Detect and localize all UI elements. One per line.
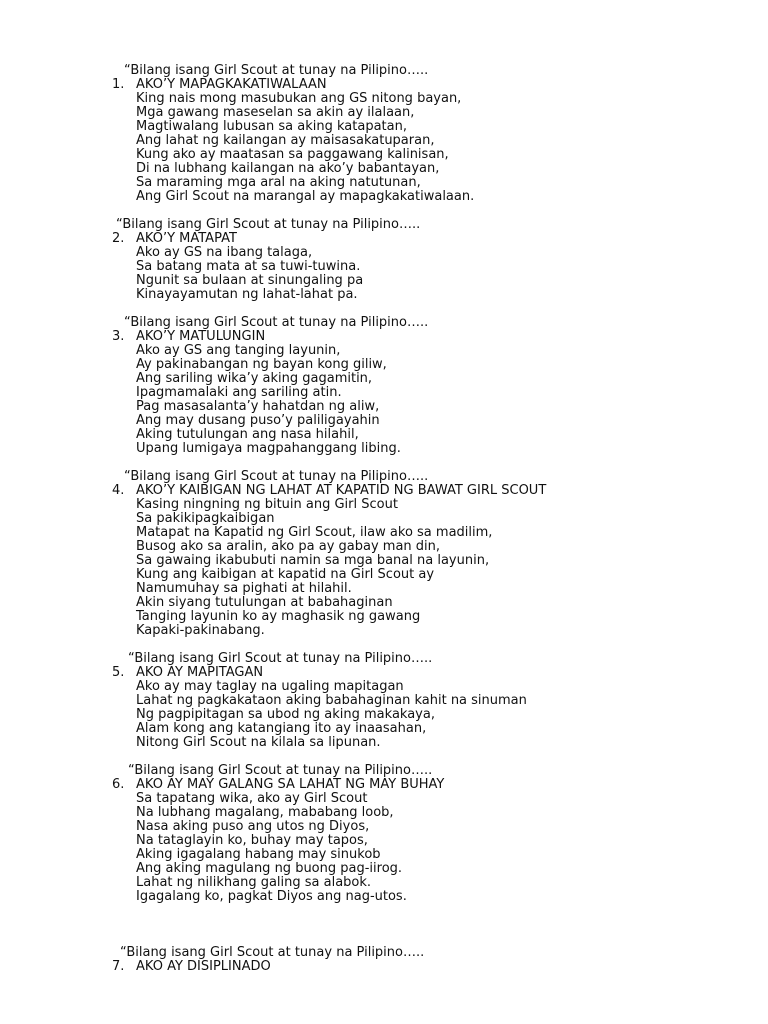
section-title: AKO’Y MAPAGKAKATIWALAAN <box>136 77 327 92</box>
section-title: AKO AY DISIPLINADO <box>136 959 271 974</box>
verse-line: Ang aking magulang ng buong pag-iirog. <box>136 861 403 876</box>
verse-line: Ng pagpipitagan sa ubod ng aking makakaya, <box>136 707 435 722</box>
section-intro: “Bilang isang Girl Scout at tunay na Pilipino….. <box>128 763 433 778</box>
verse-line: Tanging layunin ko ay maghasik ng gawang <box>136 609 421 624</box>
section-number: 7. <box>112 959 125 974</box>
verse-line: Kasing ningning ng bituin ang Girl Scout <box>136 497 398 512</box>
verse-line: Ang sariling wika’y aking gagamitin, <box>136 371 373 386</box>
verse-line: Ako ay GS ang tanging layunin, <box>136 343 341 358</box>
verse-line: Nasa aking puso ang utos ng Diyos, <box>136 819 370 834</box>
section-heading <box>0 778 768 792</box>
section-title: AKO’Y MATAPAT <box>136 231 237 246</box>
verse-line: Lahat ng pagkakataon aking babahaginan kahit na sinuman <box>136 693 527 708</box>
verse-line: Ako ay may taglay na ugaling mapitagan <box>136 679 404 694</box>
verse-line: Sa batang mata at sa tuwi-tuwina. <box>136 259 361 274</box>
section-heading <box>0 330 768 344</box>
verse-line: Igagalang ko, pagkat Diyos ang nag-utos. <box>136 889 407 904</box>
section-heading <box>0 232 768 246</box>
verse-line: Di na lubhang kailangan na ako’y babantayan, <box>136 161 440 176</box>
section-intro: “Bilang isang Girl Scout at tunay na Pilipino….. <box>116 217 421 232</box>
section-7 <box>0 946 768 974</box>
verse-line: Sa tapatang wika, ako ay Girl Scout <box>136 791 368 806</box>
verse-line: Namumuhay sa pighati at hilahil. <box>136 581 352 596</box>
verse-line: Busog ako sa aralin, ako pa ay gabay man din, <box>136 539 441 554</box>
verse-line: Ang may dusang puso’y paliligayahin <box>136 413 380 428</box>
section-title: AKO AY MAPITAGAN <box>136 665 264 680</box>
section-heading <box>0 78 768 92</box>
section-number: 1. <box>112 77 125 92</box>
verse-line: Sa pakikipagkaibigan <box>136 511 275 526</box>
section-title: AKO’Y MATULUNGIN <box>136 329 266 344</box>
section-heading <box>0 484 768 498</box>
verse-line: Kung ako ay maatasan sa paggawang kalinisan, <box>136 147 449 162</box>
section-intro: “Bilang isang Girl Scout at tunay na Pilipino….. <box>128 651 433 666</box>
section-number: 6. <box>112 777 125 792</box>
section-1 <box>0 64 768 204</box>
verse-line: Akin siyang tutulungan at babahaginan <box>136 595 393 610</box>
verse-line: Pag masasalanta’y hahatdan ng aliw, <box>136 399 380 414</box>
section-title: AKO’Y KAIBIGAN NG LAHAT AT KAPATID NG BAWAT GIRL SCOUT <box>136 483 547 498</box>
section-5 <box>0 652 768 750</box>
verse-line: King nais mong masubukan ang GS nitong bayan, <box>136 91 462 106</box>
section-number: 3. <box>112 329 125 344</box>
verse-line: Alam kong ang katangiang ito ay inaasahan, <box>136 721 427 736</box>
verse-line: Ay pakinabangan ng bayan kong giliw, <box>136 357 387 372</box>
section-intro: “Bilang isang Girl Scout at tunay na Pilipino….. <box>120 945 425 960</box>
section-heading <box>0 960 768 974</box>
verse-line: Ako ay GS na ibang talaga, <box>136 245 313 260</box>
verse-line: Na lubhang magalang, mababang loob, <box>136 805 394 820</box>
section-3 <box>0 316 768 456</box>
verse-line: Nitong Girl Scout na kilala sa lipunan. <box>136 735 381 750</box>
verse-line: Sa gawaing ikabubuti namin sa mga banal na layunin, <box>136 553 490 568</box>
section-intro: “Bilang isang Girl Scout at tunay na Pilipino….. <box>124 63 429 78</box>
verse-line: Kinayayamutan ng lahat-lahat pa. <box>136 287 358 302</box>
section-6 <box>0 764 768 904</box>
verse-line: Sa maraming mga aral na aking natutunan, <box>136 175 421 190</box>
verse-line: Aking tutulungan ang nasa hilahil, <box>136 427 359 442</box>
verse-line: Na tataglayin ko, buhay may tapos, <box>136 833 368 848</box>
verse-line: Lahat ng nilikhang galing sa alabok. <box>136 875 372 890</box>
verse-line: Magtiwalang lubusan sa aking katapatan, <box>136 119 407 134</box>
verse-line: Ang lahat ng kailangan ay maisasakatuparan, <box>136 133 435 148</box>
section-2 <box>0 218 768 302</box>
section-intro: “Bilang isang Girl Scout at tunay na Pilipino….. <box>124 315 429 330</box>
section-title: AKO AY MAY GALANG SA LAHAT NG MAY BUHAY <box>136 777 445 792</box>
section-number: 4. <box>112 483 125 498</box>
verse-line: Mga gawang maseselan sa akin ay ilalaan, <box>136 105 415 120</box>
verse-line: Ngunit sa bulaan at sinungaling pa <box>136 273 364 288</box>
section-number: 5. <box>112 665 125 680</box>
verse-line: Matapat na Kapatid ng Girl Scout, ilaw ako sa madilim, <box>136 525 493 540</box>
section-4 <box>0 470 768 638</box>
section-heading <box>0 666 768 680</box>
verse-line: Ipagmamalaki ang sariling atin. <box>136 385 342 400</box>
verse-line: Kapaki-pakinabang. <box>136 623 265 638</box>
verse-line: Kung ang kaibigan at kapatid na Girl Scout ay <box>136 567 435 582</box>
verse-line: Ang Girl Scout na marangal ay mapagkakatiwalaan. <box>136 189 475 204</box>
verse-line: Upang lumigaya magpahanggang libing. <box>136 441 401 456</box>
section-number: 2. <box>112 231 125 246</box>
verse-line: Aking igagalang habang may sinukob <box>136 847 381 862</box>
section-intro: “Bilang isang Girl Scout at tunay na Pilipino….. <box>124 469 429 484</box>
